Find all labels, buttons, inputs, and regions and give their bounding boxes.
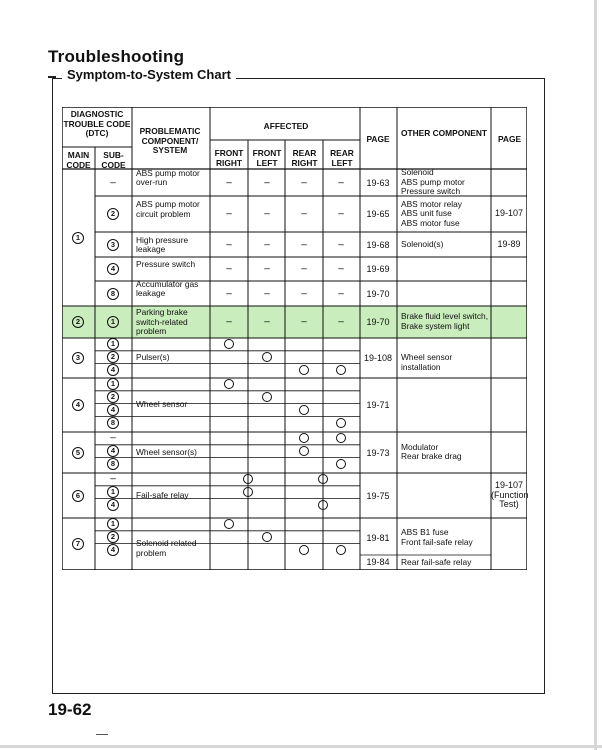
other-page-ref-1: 19-107 bbox=[494, 208, 524, 219]
header-affected: AFFECTED bbox=[263, 121, 309, 131]
header-page: PAGE bbox=[366, 134, 390, 144]
affected-dash: – bbox=[338, 316, 344, 328]
header-rear-left: REAR LEFT bbox=[330, 148, 354, 168]
sub-code-dash: – bbox=[110, 177, 116, 188]
page-ref: 19-70 bbox=[366, 288, 390, 299]
sub-code-4: 4 bbox=[107, 499, 119, 511]
affected-dash: – bbox=[338, 177, 344, 188]
page-ref: 19-69 bbox=[366, 264, 390, 274]
sub-code-8: 8 bbox=[107, 458, 119, 470]
affected-dash: – bbox=[226, 239, 232, 250]
sub-code-dash: – bbox=[110, 432, 116, 444]
page-ref: 19-84 bbox=[366, 557, 390, 567]
header-front-left: FRONT LEFT bbox=[252, 148, 282, 168]
page-ref: 19-70 bbox=[366, 317, 390, 327]
affected-mark bbox=[224, 519, 234, 529]
affected-dash: – bbox=[226, 316, 232, 328]
affected-dash: – bbox=[338, 208, 344, 220]
affected-mark bbox=[224, 339, 234, 349]
main-code-2: 2 bbox=[72, 316, 84, 328]
affected-dash: – bbox=[226, 263, 232, 275]
affected-mark bbox=[336, 545, 346, 555]
sub-code-2: 2 bbox=[107, 208, 119, 220]
affected-mark bbox=[336, 459, 346, 469]
affected-mark bbox=[299, 405, 309, 415]
sub-code-3: 3 bbox=[107, 239, 119, 251]
header-component: PROBLEMATIC COMPONENT/ SYSTEM bbox=[139, 126, 201, 156]
page-ref: 19-81 bbox=[366, 533, 390, 543]
affected-dash: – bbox=[301, 263, 307, 275]
sub-code-dash: – bbox=[110, 473, 116, 485]
main-code-3: 3 bbox=[72, 352, 84, 364]
header-rear-right: REAR RIGHT bbox=[291, 148, 318, 168]
page-title: Troubleshooting bbox=[48, 47, 185, 66]
affected-mark bbox=[299, 545, 309, 555]
header-dtc: DIAGNOSTIC TROUBLE CODE (DTC) bbox=[63, 109, 131, 139]
affected-dash: – bbox=[338, 288, 344, 299]
sub-code-8: 8 bbox=[107, 417, 119, 429]
sub-code-1: 1 bbox=[107, 378, 119, 390]
sub-code-2: 2 bbox=[107, 531, 119, 543]
affected-dash: – bbox=[301, 208, 307, 220]
page-ref: 19-75 bbox=[366, 490, 390, 501]
sub-code-4: 4 bbox=[107, 404, 119, 416]
component-6: Pulser(s) bbox=[136, 352, 170, 362]
affected-dash: – bbox=[226, 177, 232, 188]
sub-code-4: 4 bbox=[107, 263, 119, 275]
component-0: ABS pump motor over-run bbox=[136, 167, 200, 188]
component-8: Wheel sensor(s) bbox=[136, 446, 197, 457]
sub-code-1: 1 bbox=[107, 518, 119, 530]
sub-code-4: 4 bbox=[107, 364, 119, 376]
component-10: Solenoid related problem bbox=[136, 538, 197, 558]
affected-dash: – bbox=[301, 239, 307, 250]
affected-mark bbox=[336, 433, 346, 443]
main-code-7: 7 bbox=[72, 538, 84, 550]
component-1: ABS pump motor circuit problem bbox=[136, 199, 200, 219]
component-7: Wheel sensor bbox=[136, 399, 188, 409]
main-code-1: 1 bbox=[72, 232, 84, 244]
component-9: Fail-safe relay bbox=[136, 489, 189, 500]
other-component-6: Wheel sensor installation bbox=[401, 352, 453, 372]
component-4: Accumulator gas leakage bbox=[136, 278, 199, 299]
affected-mark bbox=[318, 500, 328, 510]
affected-mark bbox=[243, 474, 253, 484]
page-ref: 19-73 bbox=[366, 447, 390, 458]
sub-code-1: 1 bbox=[107, 338, 119, 350]
other-component-10: ABS B1 fuse Front fail-safe relay bbox=[401, 527, 473, 547]
affected-mark bbox=[224, 379, 234, 389]
affected-dash: – bbox=[264, 239, 270, 250]
affected-dash: – bbox=[226, 288, 232, 299]
affected-mark bbox=[262, 532, 272, 542]
chart-title: Symptom-to-System Chart bbox=[62, 67, 236, 82]
affected-dash: – bbox=[338, 263, 344, 275]
affected-mark bbox=[336, 418, 346, 428]
symptom-chart-table bbox=[62, 107, 527, 570]
other-component-0: Solenoid ABS pump motor Pressure switch bbox=[401, 167, 465, 197]
frame-tick bbox=[48, 76, 56, 78]
page-ref: 19-68 bbox=[366, 239, 390, 250]
page-edge-right bbox=[594, 0, 597, 750]
other-component-5: Brake fluid level switch, Brake system light bbox=[401, 311, 489, 331]
other-component-8: Modulator Rear brake drag bbox=[401, 441, 462, 462]
affected-dash: – bbox=[301, 288, 307, 299]
page-ref: 19-71 bbox=[366, 400, 390, 410]
sub-code-4: 4 bbox=[107, 445, 119, 457]
other-component-2: Solenoid(s) bbox=[401, 238, 444, 249]
main-code-5: 5 bbox=[72, 447, 84, 459]
other-page-ref-2: 19-89 bbox=[497, 238, 521, 249]
sub-code-1: 1 bbox=[107, 316, 119, 328]
component-3: Pressure switch bbox=[136, 259, 196, 269]
header-front-right: FRONT RIGHT bbox=[214, 148, 244, 168]
page-number: 19-62 bbox=[48, 700, 92, 719]
footer-mark bbox=[96, 734, 108, 735]
affected-mark bbox=[243, 487, 253, 497]
other-page-ref-9: 19-107 (Function Test) bbox=[491, 480, 529, 510]
component-2: High pressure leakage bbox=[136, 234, 189, 255]
affected-dash: – bbox=[301, 316, 307, 328]
affected-mark bbox=[299, 433, 309, 443]
header-main-code: MAIN CODE bbox=[66, 150, 91, 170]
sub-code-8: 8 bbox=[107, 288, 119, 300]
affected-dash: – bbox=[264, 316, 270, 328]
sub-code-2: 2 bbox=[107, 351, 119, 363]
page-edge-bottom bbox=[0, 745, 602, 748]
affected-dash: – bbox=[301, 177, 307, 188]
affected-mark bbox=[299, 365, 309, 375]
component-5: Parking brake switch-related problem bbox=[136, 307, 188, 337]
sub-code-2: 2 bbox=[107, 391, 119, 403]
page-ref: 19-108 bbox=[363, 353, 393, 363]
header-other-page: PAGE bbox=[497, 134, 522, 144]
affected-mark bbox=[299, 446, 309, 456]
affected-dash: – bbox=[264, 288, 270, 299]
affected-dash: – bbox=[264, 177, 270, 188]
other-component-10-b: Rear fail-safe relay bbox=[401, 557, 472, 567]
other-component-1: ABS motor relay ABS unit fuse ABS motor fuse bbox=[401, 198, 462, 228]
affected-mark bbox=[336, 365, 346, 375]
header-other-component: OTHER COMPONENT bbox=[400, 128, 488, 138]
page-ref: 19-63 bbox=[366, 177, 390, 188]
page-ref: 19-65 bbox=[366, 209, 390, 219]
sub-code-4: 4 bbox=[107, 544, 119, 556]
affected-dash: – bbox=[264, 263, 270, 275]
affected-mark bbox=[262, 352, 272, 362]
affected-dash: – bbox=[226, 208, 232, 220]
affected-dash: – bbox=[264, 208, 270, 220]
affected-dash: – bbox=[338, 239, 344, 250]
affected-mark bbox=[318, 474, 328, 484]
sub-code-1: 1 bbox=[107, 486, 119, 498]
header-sub-code: SUB-CODE bbox=[101, 150, 126, 170]
main-code-6: 6 bbox=[72, 490, 84, 502]
affected-mark bbox=[262, 392, 272, 402]
main-code-4: 4 bbox=[72, 399, 84, 411]
